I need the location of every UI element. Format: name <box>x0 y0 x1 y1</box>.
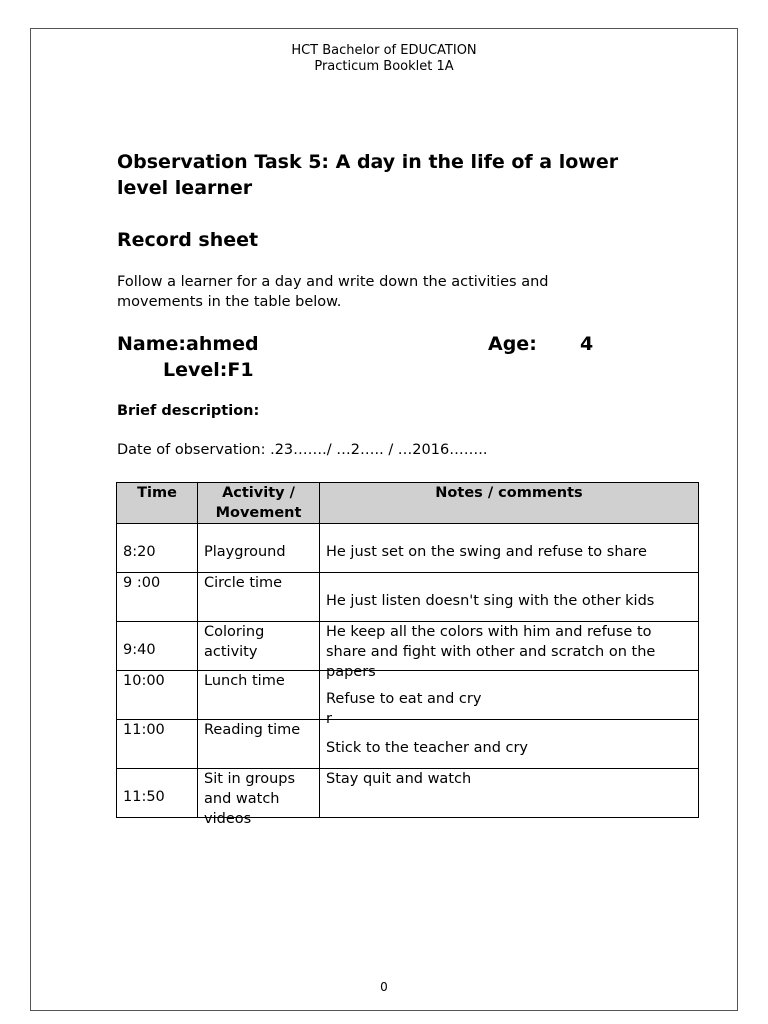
activity-cell: Lunch time <box>204 673 285 689</box>
notes-text: Refuse to eat and cry <box>326 691 482 707</box>
page-number: 0 <box>380 980 388 994</box>
time-cell: 11:50 <box>123 789 165 805</box>
header-line-1: HCT Bachelor of EDUCATION <box>291 43 477 58</box>
column-header-time: Time <box>117 483 198 524</box>
table-row <box>117 622 699 671</box>
table-row <box>117 769 699 818</box>
observation-table <box>116 482 699 827</box>
time-cell: 9 :00 <box>123 575 161 591</box>
header-line-2: Practicum Booklet 1A <box>314 59 454 74</box>
column-header-notes: Notes / comments <box>320 483 699 524</box>
learner-level: Level:F1 <box>163 359 254 381</box>
time-cell: 8:20 <box>123 544 156 560</box>
time-cell: 11:00 <box>123 722 165 738</box>
time-cell: 9:40 <box>123 642 156 658</box>
notes-cell: He just set on the swing and refuse to share <box>326 544 647 560</box>
notes-cell: Stick to the teacher and cry <box>326 740 529 756</box>
notes-cell: He just listen doesn't sing with the other kids <box>326 593 655 609</box>
activity-cell: Sit in groups and watch videos <box>204 771 296 827</box>
instructions: Follow a learner for a day and write down the activities and movements in the table below. <box>117 274 549 310</box>
age-label: Age: <box>488 333 537 355</box>
notes-extra-text: r <box>326 711 332 727</box>
activity-cell: Playground <box>204 544 286 560</box>
learner-name: Name:ahmed <box>117 333 259 355</box>
table-row <box>117 573 699 622</box>
activity-cell: Coloring activity <box>204 624 265 660</box>
table-header-row <box>117 483 699 524</box>
date-of-observation: Date of observation: .23……./ …2….. / …2016…….. <box>117 442 488 458</box>
table-row <box>117 671 699 720</box>
table-row <box>117 524 699 573</box>
notes-cell <box>326 671 692 727</box>
notes-cell: He keep all the colors with him and refuse to share and fight with other and scratch on the papers <box>326 624 656 680</box>
section-title: Record sheet <box>117 229 259 251</box>
column-header-activity: Activity / Movement <box>198 483 320 524</box>
table-row <box>117 720 699 769</box>
time-cell: 10:00 <box>123 673 165 689</box>
age-value: 4 <box>580 333 594 355</box>
page-title: Observation Task 5: A day in the life of a lower level learner <box>117 151 619 199</box>
activity-cell: Circle time <box>204 575 283 591</box>
activity-cell: Reading time <box>204 722 301 738</box>
notes-cell: Stay quit and watch <box>326 771 472 787</box>
brief-description-label: Brief description: <box>117 403 260 419</box>
